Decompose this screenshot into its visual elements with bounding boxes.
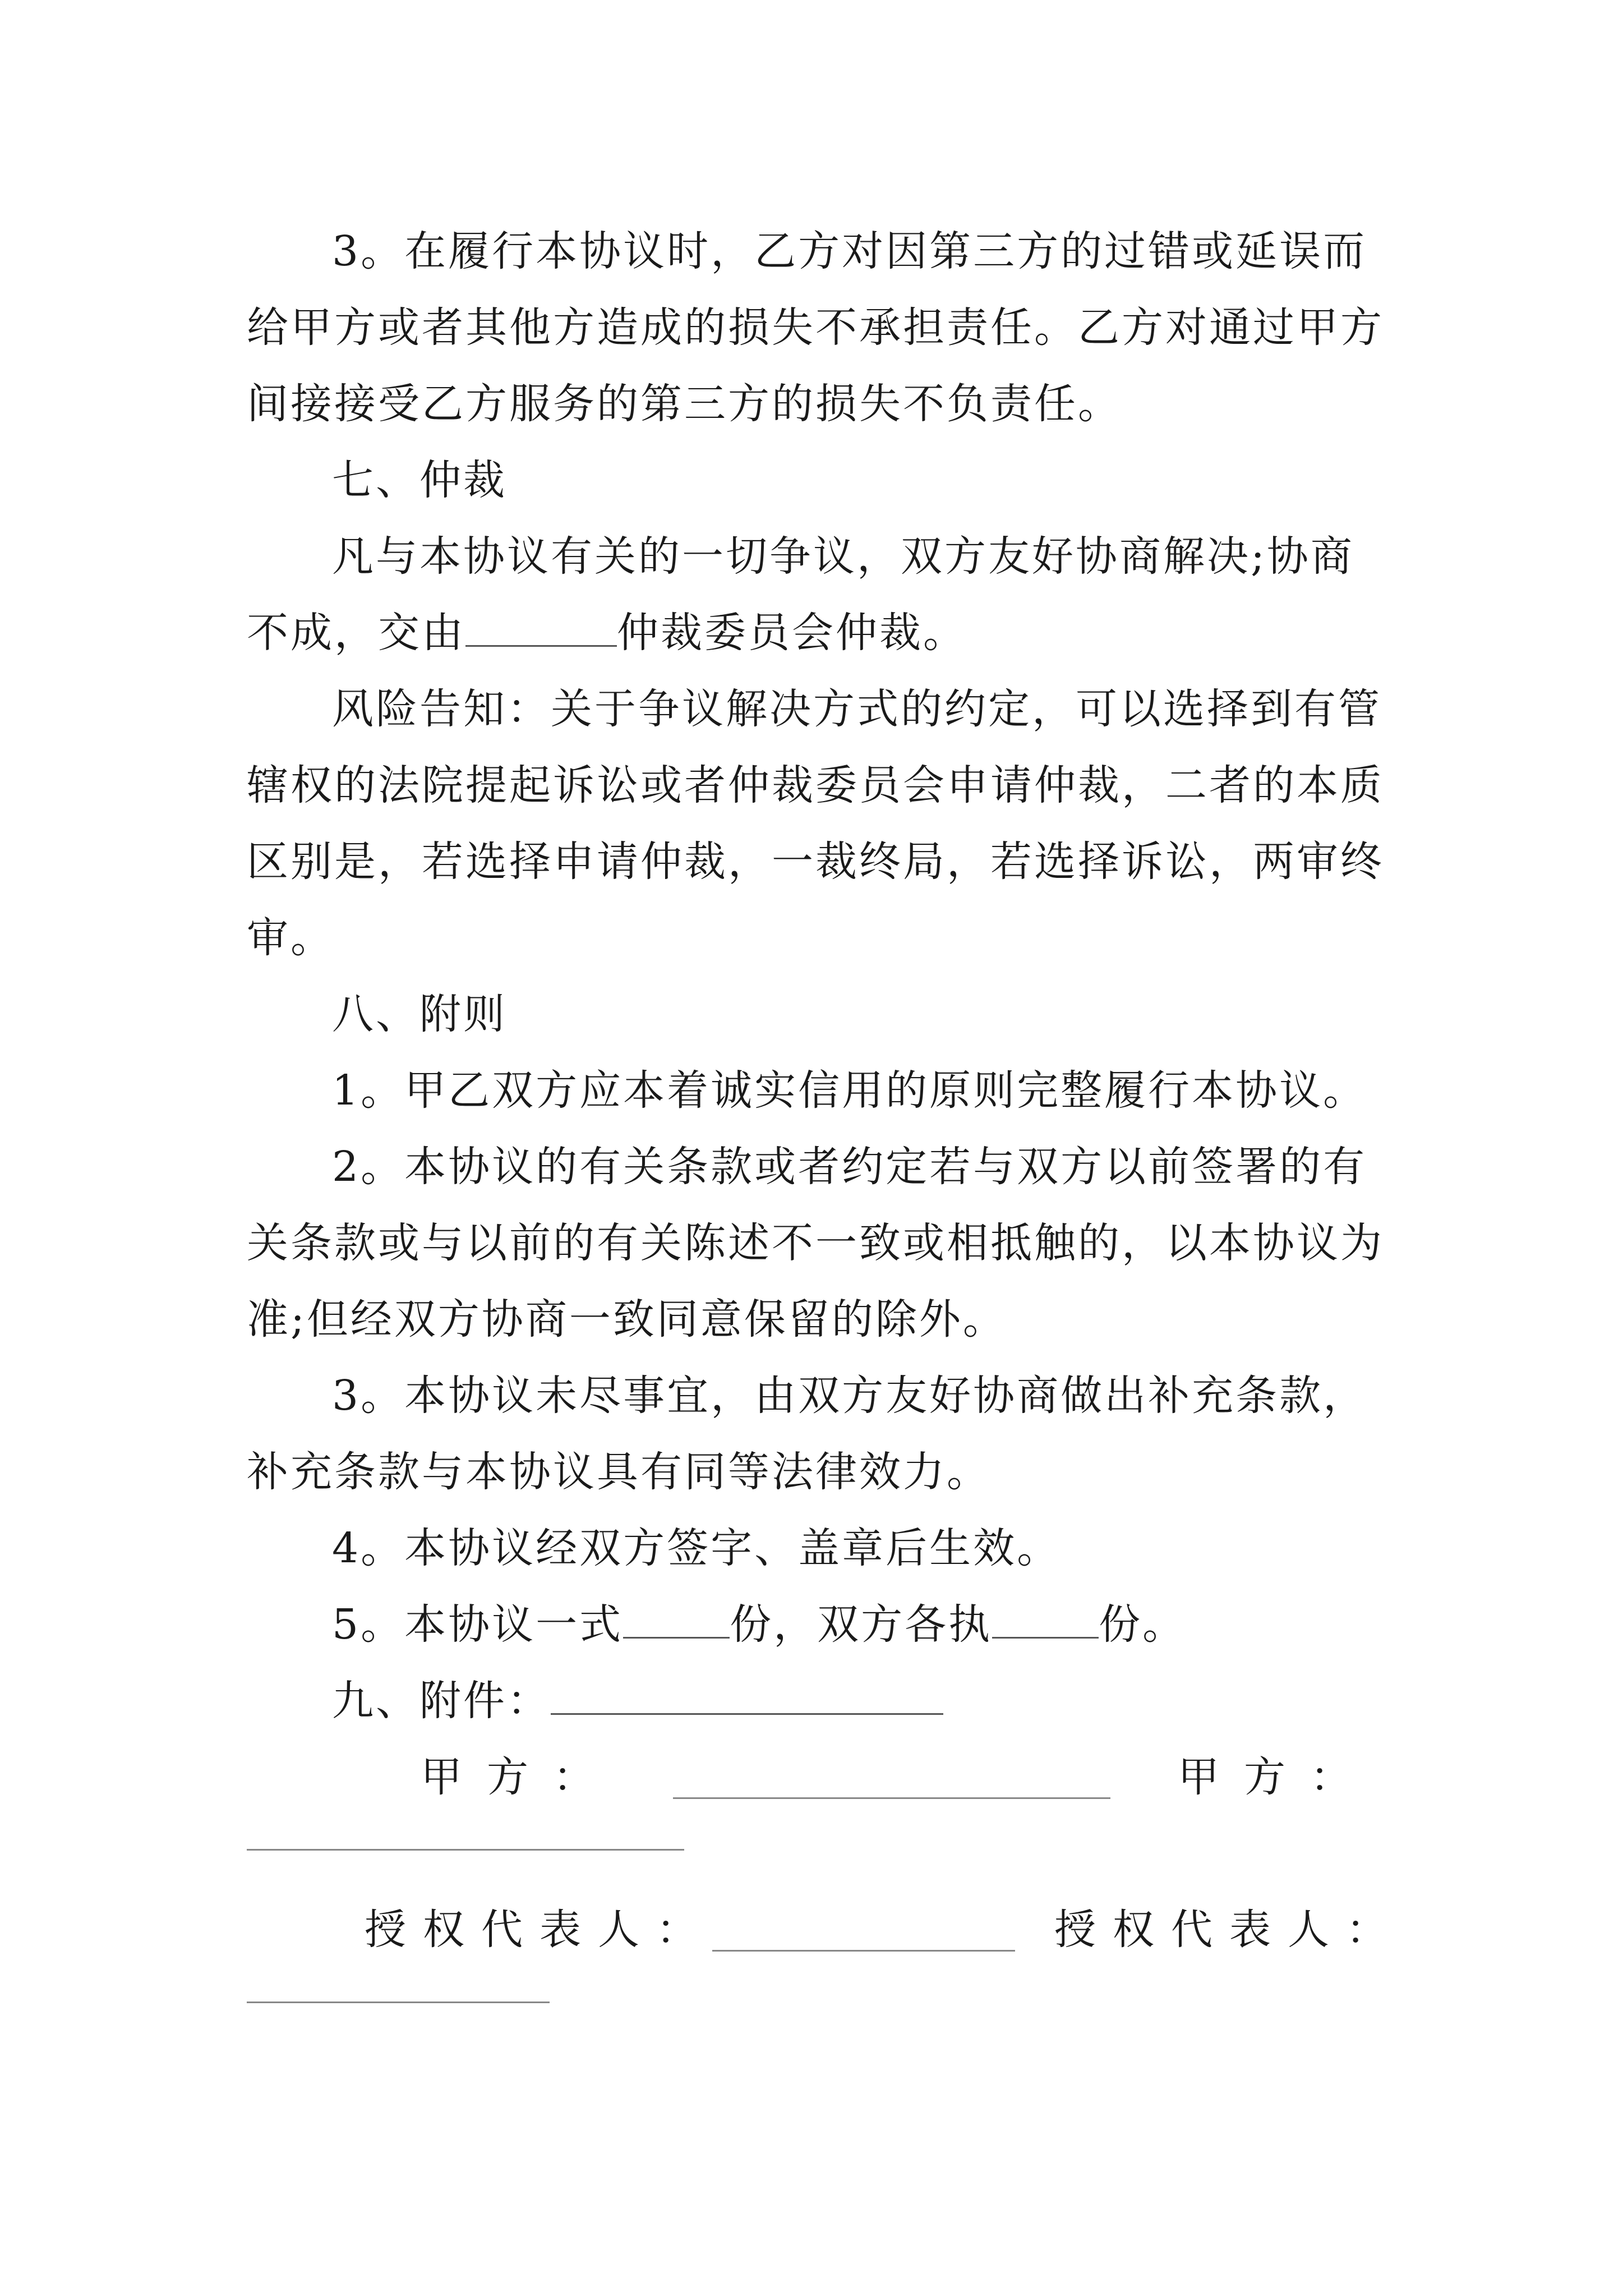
- section-heading-supplementary: 八、附则: [332, 990, 507, 1038]
- rep-b-signature-line[interactable]: [247, 2001, 550, 2003]
- party-a-signature-line[interactable]: [673, 1797, 1110, 1799]
- clause-supp-5-part1: 5。本协议一式: [332, 1600, 624, 1649]
- rep-b-label: 授权代表人：: [1054, 1906, 1404, 1954]
- risk-notice: 风险告知：关于争议解决方式的约定，可以选择到有管辖权的法院提起诉讼或者仲裁委员会申请仲裁，二者的本质区别是，若选择申请仲裁，一裁终局，若选择诉讼，两审终审。: [247, 685, 1384, 962]
- clause-supp-3: 3。本协议未尽事宜，由双方友好协商做出补充条款，补充条款与本协议具有同等法律效力。: [247, 1372, 1367, 1496]
- clause-arbitration-text-after: 仲裁委员会仲裁。: [617, 609, 967, 657]
- clause-arbitration-text-before: 凡与本协议有关的一切争议，双方友好协商解决;协商不成，交由: [247, 532, 1354, 657]
- clause-supp-4: 4。本协议经双方签字、盖章后生效。: [332, 1524, 1061, 1572]
- signature-row-parties: [247, 1739, 1391, 1815]
- each-party-copies-blank[interactable]: [992, 1603, 1099, 1639]
- arbitration-commission-blank[interactable]: [465, 611, 617, 647]
- clause-supp-1: 1。甲乙双方应本着诚实信用的原则完整履行本协议。: [332, 1066, 1367, 1115]
- section-heading-arbitration: 七、仲裁: [332, 456, 507, 504]
- section-attachment: [247, 1663, 1391, 1739]
- clause-supp-5: [247, 1586, 1391, 1663]
- attachment-blank[interactable]: [551, 1680, 943, 1715]
- attachment-label: 九、附件：: [332, 1677, 551, 1725]
- rep-a-signature-line[interactable]: [712, 1950, 1015, 1952]
- signature-row-party-b-line: [247, 1815, 1391, 1892]
- clause-supp-5-part2: 份，双方各执: [730, 1600, 993, 1649]
- signature-row-representatives: [247, 1892, 1404, 1968]
- clause-supp-2: 2。本协议的有关条款或者约定若与双方以前签署的有关条款或与以前的有关陈述不一致或相抵触的，以本协议为准;但经双方协商一致同意保留的除外。: [247, 1143, 1384, 1343]
- total-copies-blank[interactable]: [623, 1603, 730, 1639]
- signature-row-rep-b-line: [247, 1968, 1391, 2044]
- clause-liability-3: 3。在履行本协议时，乙方对因第三方的过错或延误而给甲方或者其他方造成的损失不承担责任。乙方对通过甲方间接接受乙方服务的第三方的损失不负责任。: [247, 227, 1384, 428]
- document-page: [247, 213, 1404, 2044]
- party-b-label: 甲方：: [1178, 1753, 1376, 1801]
- rep-a-label: 授权代表人：: [365, 1906, 714, 1954]
- party-a-label: 甲方：: [421, 1753, 619, 1801]
- clause-arbitration: [247, 518, 1391, 671]
- party-b-signature-line[interactable]: [247, 1849, 684, 1851]
- clause-supp-5-part3: 份。: [1099, 1600, 1187, 1649]
